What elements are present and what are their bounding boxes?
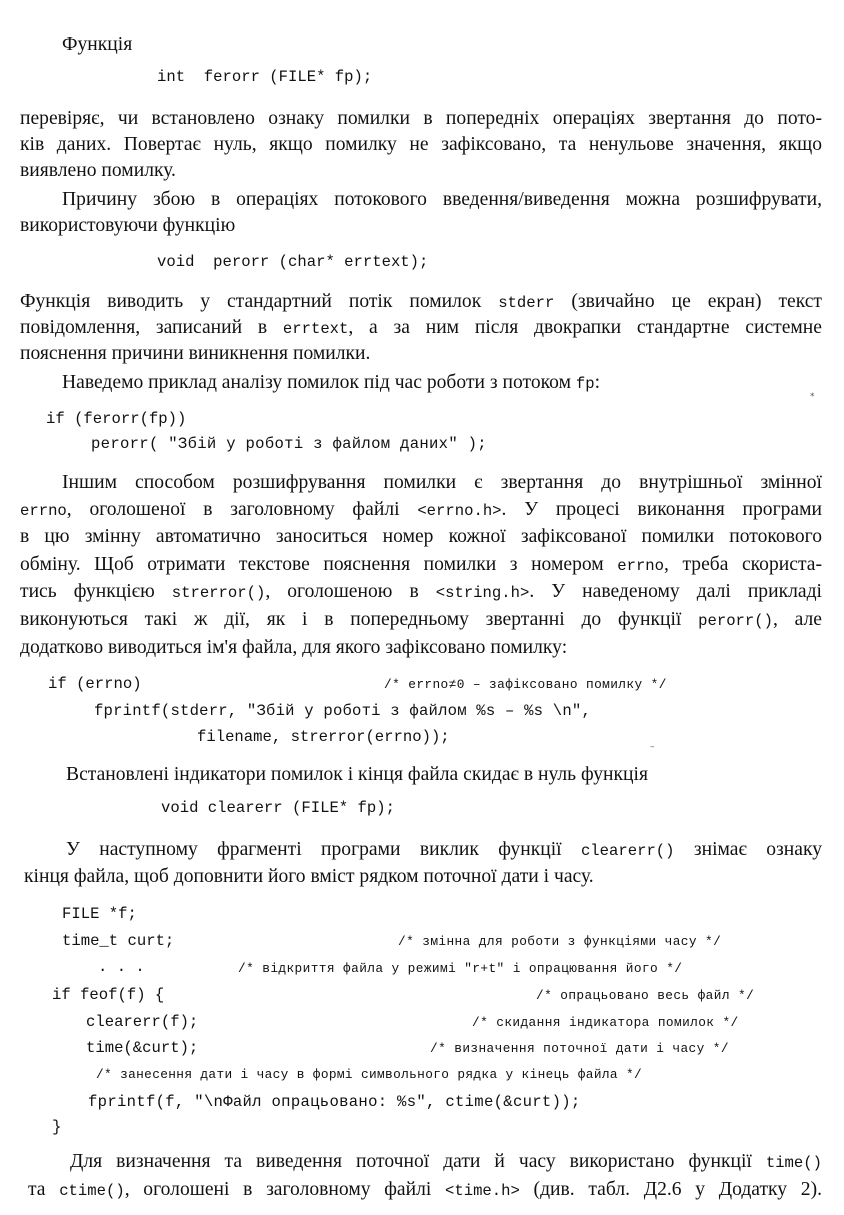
code-line: perorr( "Збій у роботі з файлом даних" ); <box>91 435 487 453</box>
code-comment: /* скидання індикатора помилок */ <box>472 1015 739 1030</box>
inline-code: strerror() <box>171 584 266 602</box>
inline-code: <errno.h> <box>417 502 502 520</box>
code-line: time_t curt; <box>62 932 175 950</box>
text-run: , оголошеною в <box>265 581 436 602</box>
speck-mark: – <box>650 742 655 752</box>
text-run: виконуються такі ж дії, як і в попередньому звертанні до функції <box>20 609 699 630</box>
speck-mark: * <box>810 392 815 402</box>
paragraph-line: пояснення причини виникнення помилки. <box>20 343 371 364</box>
code-line: . . . <box>98 958 145 976</box>
text-run: . У процесі виконання програми <box>501 499 822 520</box>
paragraph-line <box>20 500 822 520</box>
code-line: if (ferorr(fp)) <box>46 410 187 428</box>
text-run: , а за ним після двокрапки стандартне системне <box>348 317 822 338</box>
text-run: Наведемо приклад аналізу помилок під час роботи з потоком <box>62 372 576 393</box>
paragraph-line: кінця файла, щоб доповнити його вміст рядком поточної дати і часу. <box>24 866 594 887</box>
code-line: fprintf(stderr, "Збій у роботі з файлом %s – %s \n", <box>94 702 592 720</box>
code-line: filename, strerror(errno)); <box>197 728 450 746</box>
text-run: (див. табл. Д2.6 у Додатку 2). <box>519 1179 822 1200</box>
text-run: , але <box>773 609 822 630</box>
intro-text: Функція <box>62 34 133 55</box>
code-comment: /* змінна для роботи з функціями часу */ <box>398 934 722 949</box>
text-run: У наступному фрагменті програми виклик функції <box>66 839 581 860</box>
text-run: . У наведеному далі прикладі <box>529 581 822 602</box>
code-comment: /* опрацьовано весь файл */ <box>536 988 755 1003</box>
paragraph-line: використовуючи функцію <box>20 215 236 236</box>
inline-code: clearerr() <box>580 842 675 860</box>
text-run: (звичайно це екран) текст <box>554 291 822 312</box>
paragraph-line <box>66 840 822 860</box>
paragraph-line: додатково виводиться ім'я файла, для якого зафіксовано помилку: <box>20 637 568 658</box>
inline-code: ctime() <box>59 1182 125 1200</box>
inline-code: perorr() <box>698 612 773 630</box>
paragraph-line: Причину збою в операціях потокового введення/виведення можна розшифрувати, <box>62 189 822 210</box>
code-line: fprintf(f, "\nФайл опрацьовано: %s", ctime(&curt)); <box>88 1093 581 1111</box>
paragraph-line <box>20 582 822 602</box>
text-run: тись функцією <box>20 581 172 602</box>
paragraph-line: Іншим способом розшифрування помилки є звертання до внутрішньої змінної <box>62 472 822 493</box>
text-run: : <box>594 372 601 393</box>
paragraph-line <box>20 318 822 338</box>
code-line: } <box>52 1118 62 1136</box>
code-line: time(&curt); <box>86 1039 199 1057</box>
inline-code: errno <box>617 557 665 575</box>
paragraph-line <box>20 555 822 575</box>
paragraph-line: ків даних. Повертає нуль, якщо помилку не зафіксовано, та ненульове значення, якщо <box>20 134 822 155</box>
paragraph-line <box>20 610 822 630</box>
paragraph-line <box>28 1180 822 1200</box>
code-line: FILE *f; <box>62 905 137 923</box>
paragraph-line <box>62 373 600 393</box>
paragraph-line <box>20 292 822 312</box>
inline-code: time() <box>765 1154 822 1172</box>
paragraph-line: Встановлені індикатори помилок і кінця файла скидає в нуль функція <box>66 764 648 785</box>
code-comment: /* занесення дати і часу в формі символьного рядка у кінець файла */ <box>96 1067 642 1082</box>
text-run: , треба скориста- <box>664 554 822 575</box>
text-run: обміну. Щоб отримати текстове пояснення помилки з номером <box>20 554 618 575</box>
code-line: if (errno) <box>48 675 142 693</box>
text-run: , оголошені в заголовному файлі <box>124 1179 445 1200</box>
code-comment: /* визначення поточної дати і часу */ <box>430 1041 729 1056</box>
inline-code: <time.h> <box>445 1182 520 1200</box>
code-comment: /* errno≠0 – зафіксовано помилку */ <box>384 677 667 692</box>
text-run: Функція виводить у стандартний потік помилок <box>20 291 499 312</box>
text-run: та <box>28 1179 60 1200</box>
paragraph-line: виявлено помилку. <box>20 160 176 181</box>
inline-code: <string.h> <box>435 584 530 602</box>
text-run: , оголошеної в заголовному файлі <box>66 499 418 520</box>
inline-code: stderr <box>498 294 555 312</box>
code-ferorr-signature: int ferorr (FILE* fp); <box>157 68 373 86</box>
code-clearerr-signature: void clearerr (FILE* fp); <box>161 799 395 817</box>
text-run: повідомлення, записаний в <box>20 317 283 338</box>
paragraph-line <box>70 1152 822 1172</box>
inline-code: errtext <box>282 320 349 338</box>
text-run: знімає ознаку <box>674 839 822 860</box>
text-run: Для визначення та виведення поточної дати й часу використано функції <box>70 1151 766 1172</box>
code-perorr-signature: void perorr (char* errtext); <box>157 253 429 271</box>
paragraph-line: перевіряє, чи встановлено ознаку помилки в попередніх операціях звертання до пото- <box>20 108 822 129</box>
code-line: clearerr(f); <box>86 1013 199 1031</box>
code-line: if feof(f) { <box>52 986 165 1004</box>
inline-code: errno <box>20 502 67 520</box>
code-comment: /* відкриття файла у режимі "r+t" і опрацювання його */ <box>238 961 683 976</box>
paragraph-line: в цю змінну автоматично заноситься номер кожної зафіксованої помилки потокового <box>20 526 822 547</box>
inline-code: fp <box>575 375 595 393</box>
